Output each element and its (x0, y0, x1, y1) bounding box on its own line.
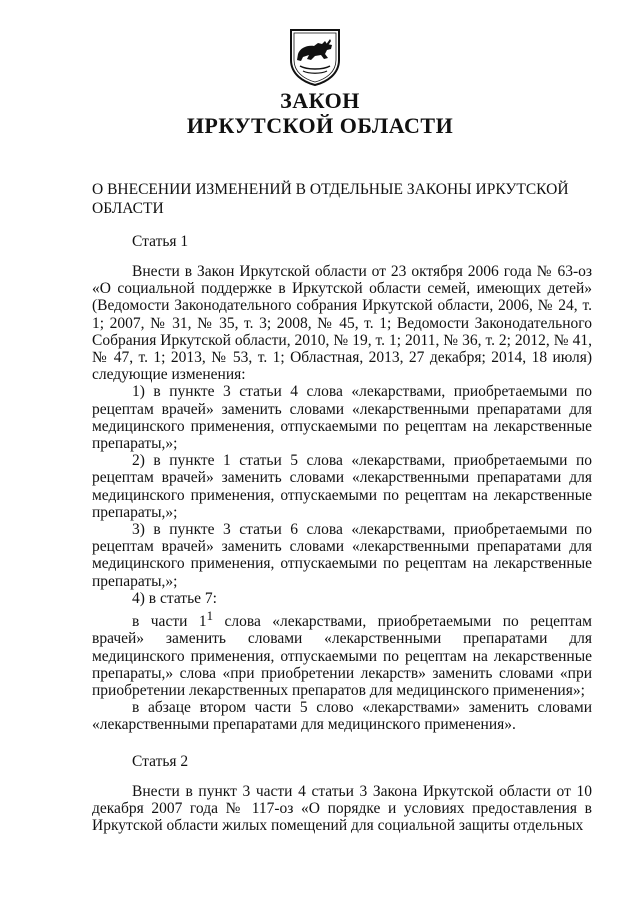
article-body (92, 263, 592, 734)
paragraph: 3) в пункте 3 статьи 6 слова «лекарствами, приобретаемыми по рецептам врачей» заменить словами «лекарственными препаратами для медицинского применения, отпускаемыми по рецептам на лекарственные препараты,»; (92, 521, 592, 590)
superscript: 1 (206, 608, 214, 624)
paragraph: 2) в пункте 1 статьи 5 слова «лекарствами, приобретаемыми по рецептам врачей» заменить словами «лекарственными препаратами для медицинского применения, отпускаемыми по рецептам на лекарственные препараты,»; (92, 452, 592, 521)
paragraph: Внести в пункт 3 части 4 статьи 3 Закона Иркутской области от 10 декабря 2007 года № 117-оз «О порядке и условиях предоставления в Иркутской области жилых помещений для социальной защиты отдельных (92, 783, 592, 835)
paragraph: в абзаце втором части 5 слово «лекарствами» заменить словами «лекарственными препаратами для медицинского применения». (92, 699, 592, 734)
article-heading: Статья 1 (132, 233, 189, 250)
text-run: слова «лекарствами, приобретаемыми по рецептам врачей» заменить словами «лекарственными препаратами для медицинского применения, отпускаемыми по рецептам на лекарственные препараты,» слова «при приобретении лекарств» заменить словами «при приобретении лекарственных препаратов для медицинского применения»; (92, 613, 592, 700)
article-body (92, 783, 592, 835)
paragraph: Внести в Закон Иркутской области от 23 октября 2006 года № 63-оз «О социальной поддержке в Иркутской области семей, имеющих детей» (Ведомости Законодательного собрания Иркутской области, 2006, № 24, т. 1; 2007, № 31, № 35, т. 3; 2008, № 45, т. 1; Ведомости Законодательного Собрания Иркутской области, 2010, № 19, т. 1; 2011, № 36, т. 2; 2012, № 41, № 47, т. 1; 2013, № 53, т. 1; Областная, 2013, 27 декабря; 2014, 18 июля) следующие изменения: (92, 263, 592, 384)
article-heading: Статья 2 (132, 753, 189, 770)
document-title: ЗАКОН (280, 88, 360, 113)
text-run: в части 1 (132, 613, 207, 631)
document-subject: О ВНЕСЕНИИ ИЗМЕНЕНИЙ В ОТДЕЛЬНЫЕ ЗАКОНЫ ИРКУТСКОЙ ОБЛАСТИ (92, 181, 569, 217)
article-1 (92, 232, 592, 734)
paragraph: 1) в пункте 3 статьи 4 слова «лекарствами, приобретаемыми по рецептам врачей» заменить словами «лекарственными препаратами для медицинского применения, отпускаемыми по рецептам на лекарственные препараты,»; (92, 383, 592, 453)
coat-of-arms-icon (287, 24, 343, 86)
document-title-region: ИРКУТСКОЙ ОБЛАСТИ (186, 113, 454, 138)
article-2 (92, 752, 592, 835)
paragraph (92, 607, 592, 699)
paragraph: 4) в статье 7: (132, 589, 217, 607)
